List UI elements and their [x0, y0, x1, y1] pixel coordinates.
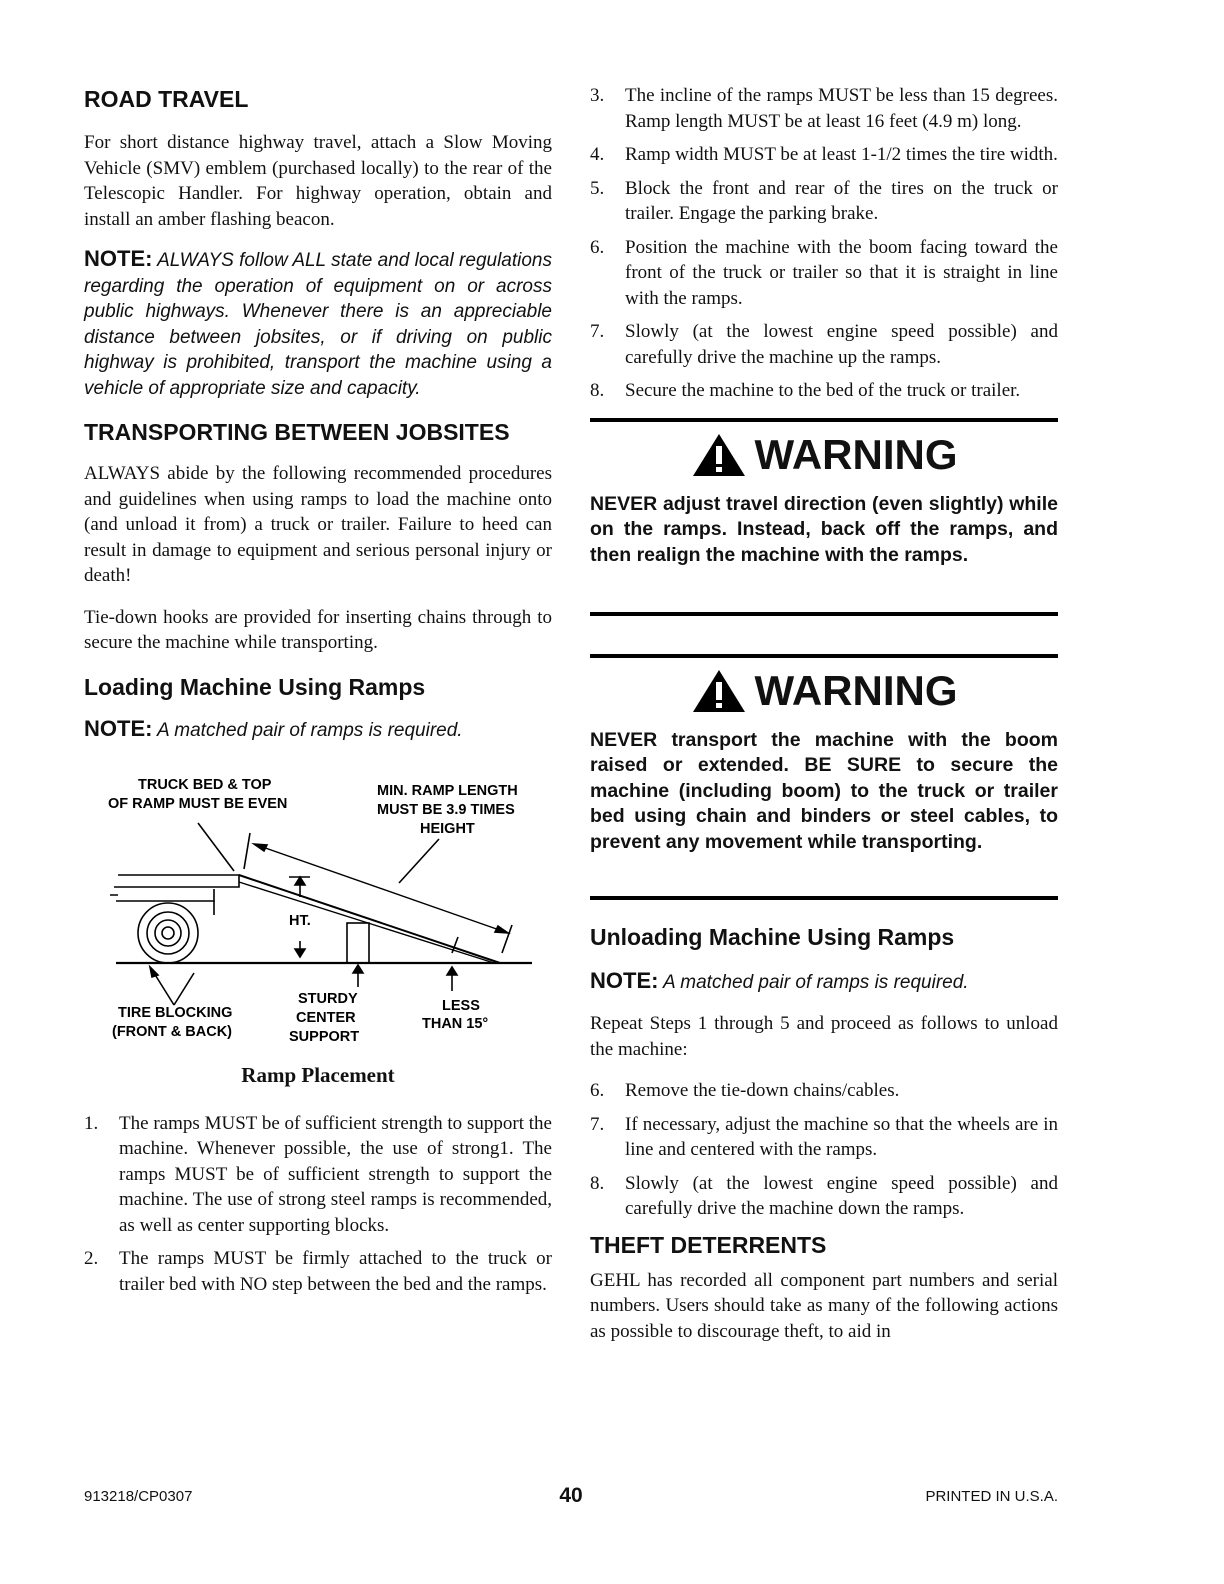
diagram-label-tire-2: (FRONT & BACK)	[112, 1024, 233, 1040]
step-text: The incline of the ramps MUST be less than 15 degrees. Ramp length MUST be at least 16 feet (4.9 m) long.	[625, 85, 1058, 132]
unloading-note	[590, 968, 1058, 996]
note-label: NOTE:	[84, 715, 153, 741]
diagram-label-sturdy-3: SUPPORT	[289, 1029, 360, 1045]
diagram-label-truck-bed-2: OF RAMP MUST BE EVEN	[108, 796, 288, 812]
page-footer	[84, 1484, 1058, 1510]
warning-header	[590, 658, 1058, 724]
step-number: 7.	[590, 321, 605, 342]
step-number: 8.	[590, 380, 605, 401]
note-text: ALWAYS follow ALL state and local regulations regarding the operation of equipment on or across public highways. Whenever there is an appreciable distance between jobsites, or if driving on public highway is prohibited, transport the machine using a vehicle of appropriate size and capacity.	[84, 250, 552, 399]
ramp-placement-diagram	[84, 765, 552, 1045]
road-travel-paragraph: For short distance highway travel, attach a Slow Moving Vehicle (SMV) emblem (purchased locally) to the rear of the Telescopic Handler. For highway operation, obtain and install an amber flashing beacon.	[84, 132, 552, 230]
note-text: A matched pair of ramps is required.	[152, 719, 463, 741]
diagram-label-tire-1: TIRE BLOCKING	[118, 1005, 233, 1021]
unloading-heading: Unloading Machine Using Ramps	[590, 923, 955, 950]
step-text: Slowly (at the lowest engine speed possible) and carefully drive the machine down the ramps.	[625, 1172, 1058, 1219]
step-number: 2.	[84, 1248, 99, 1269]
step-number: 7.	[590, 1113, 605, 1135]
list-item	[84, 1246, 552, 1297]
warning-text: NEVER transport the machine with the boom raised or extended. BE SURE to secure the machine (including boom) to the truck or trailer bed using chain and binders or steel cables, to prevent any movement while transporting.	[590, 728, 1058, 853]
diagram-caption: Ramp Placement	[241, 1063, 395, 1087]
left-column	[84, 80, 552, 1297]
diagram-label-sturdy-1: STURDY	[298, 991, 358, 1007]
step-text: The ramps MUST be firmly attached to the truck or trailer bed with NO step between the bed and the ramps.	[119, 1248, 552, 1295]
diagram-label-truck-bed-1: TRUCK BED & TOP	[138, 777, 272, 793]
step-number: 1.	[84, 1112, 99, 1134]
note-label: NOTE:	[590, 967, 659, 993]
step-text: Slowly (at the lowest engine speed possible) and carefully drive the machine up the ramps.	[625, 321, 1058, 368]
list-item	[590, 142, 1058, 168]
diagram-label-ht: HT.	[289, 913, 311, 929]
loading-note	[84, 716, 552, 744]
road-travel-heading: ROAD TRAVEL	[84, 86, 249, 112]
theft-paragraph: GEHL has recorded all component part numbers and serial numbers. Users should take as many of the following actions as possible to discourage theft, to aid in	[590, 1269, 1058, 1342]
step-number: 6.	[590, 236, 605, 258]
step-number: 3.	[590, 85, 605, 106]
list-item	[590, 319, 1058, 370]
step-text: Position the machine with the boom facing toward the front of the truck or trailer so that it is straight in line with the ramps.	[625, 236, 1058, 309]
unloading-paragraph: Repeat Steps 1 through 5 and proceed as follows to unload the machine:	[590, 1013, 1058, 1060]
list-item	[590, 176, 1058, 227]
step-text: Ramp width MUST be at least 1-1/2 times the tire width.	[625, 144, 1058, 165]
warning-title: WARNING	[754, 666, 958, 714]
warning-triangle-icon	[691, 668, 747, 714]
warning-triangle-icon	[691, 432, 747, 478]
list-item	[590, 1078, 1058, 1104]
loading-heading: Loading Machine Using Ramps	[84, 673, 426, 700]
diagram-label-min-ramp-1: MIN. RAMP LENGTH	[377, 783, 518, 799]
transporting-paragraph-1: ALWAYS abide by the following recommended procedures and guidelines when using ramps to load the machine onto (and unload it from) a truck or trailer. Failure to heed can result in damage to equipment and serious personal injury or death!	[84, 463, 552, 586]
list-item	[590, 1171, 1058, 1222]
diagram-drawing	[110, 823, 532, 1005]
warning-box-ramps	[590, 418, 1058, 616]
step-text: If necessary, adjust the machine so that the wheels are in line and centered with the ramps.	[625, 1113, 1058, 1160]
warning-box-transport	[590, 654, 1058, 900]
list-item	[84, 1111, 552, 1239]
loading-steps-list	[84, 1111, 552, 1298]
printed-in: PRINTED IN U.S.A.	[925, 1488, 1058, 1505]
transporting-paragraph-2: Tie-down hooks are provided for inserting chains through to secure the machine while transporting.	[84, 606, 552, 653]
note-text: A matched pair of ramps is required.	[658, 971, 969, 993]
step-text: The ramps MUST be of sufficient strength to support the machine. Whenever possible, the use of strong1. The ramps MUST be of sufficient strength to support the machine. The use of strong steel ramps is recommended, as well as center supporting blocks.	[119, 1112, 552, 1236]
diagram-label-min-ramp-2: MUST BE 3.9 TIMES	[377, 802, 515, 818]
warning-header	[590, 422, 1058, 488]
step-text: Secure the machine to the bed of the truck or trailer.	[625, 380, 1021, 401]
warning-text: NEVER adjust travel direction (even slightly) while on the ramps. Instead, back off the ramps, and then realign the machine with the ramps.	[590, 492, 1058, 566]
list-item	[590, 83, 1058, 134]
unloading-steps-list	[590, 1078, 1058, 1222]
right-column	[590, 83, 1058, 1344]
list-item	[590, 378, 1058, 404]
diagram-label-less-1: LESS	[442, 998, 480, 1014]
road-travel-note	[84, 246, 552, 401]
note-label: NOTE:	[84, 246, 153, 271]
step-number: 8.	[590, 1172, 605, 1194]
loading-steps-continued-list	[590, 83, 1058, 404]
diagram-label-less-2: THAN 15°	[422, 1016, 489, 1032]
transporting-heading: TRANSPORTING BETWEEN JOBSITES	[84, 419, 510, 445]
page-number: 40	[559, 1484, 583, 1507]
theft-heading: THEFT DETERRENTS	[590, 1231, 827, 1258]
step-text: Block the front and rear of the tires on the truck or trailer. Engage the parking brake.	[625, 177, 1058, 224]
list-item	[590, 1112, 1058, 1163]
step-text: Remove the tie-down chains/cables.	[625, 1080, 900, 1101]
step-number: 4.	[590, 144, 605, 165]
list-item	[590, 235, 1058, 312]
warning-title: WARNING	[754, 430, 958, 478]
diagram-label-sturdy-2: CENTER	[296, 1010, 356, 1026]
diagram-label-min-ramp-3: HEIGHT	[420, 821, 475, 837]
step-number: 5.	[590, 177, 605, 199]
step-number: 6.	[590, 1080, 605, 1101]
doc-number: 913218/CP0307	[84, 1488, 193, 1505]
